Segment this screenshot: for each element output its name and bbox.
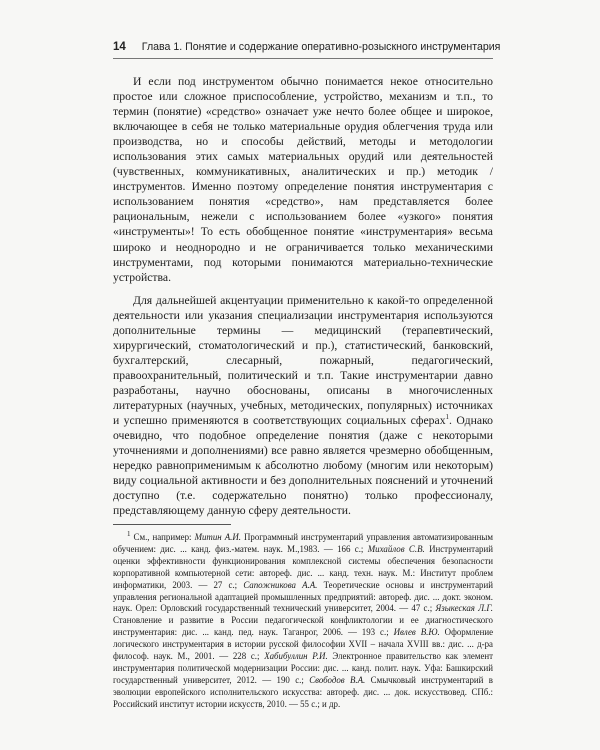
paragraph [113,293,493,519]
footnote-author: Языкеская Л.Г. [435,603,493,614]
footnote-text: Теоретические основы и инструментарий управления региональной адаптацией промышленных предприятий: автореф. дис. ... докт. эконом. наук. Орел: Орловский государственный технический университет, 2004. — 47 с.; [113,579,493,614]
footnote-author: Ивлев В.Ю. [393,627,440,638]
main-text [113,74,493,526]
footnote-text: Смычковый инструментарий в эволюции европейского исполнительского искусства: автореф. дис. ... док. искусствовед. СПб.: Российский институт истории искусств, 2010. — 55 с.; и др. [113,674,493,709]
paragraph-text: Для дальнейшей акцентуации применительно к какой-то определенной деятельности или указания специализации инструментария используются дополнительные термины — медицинский (терапевтический, хирургический, стоматологический и пр.), статистический, банковский, бухгалтерский, слесарный, пожарный, педагогический, правоохранительный, политический и т.п. Такие инструментарии давно разработаны, научно обоснованы, описаны в многочисленных литературных (научных, учебных, методических, популярных) источниках и успешно применяются в соответствующих социальных сферах [113,293,493,428]
footnote-author: Свободов В.А. [309,674,366,685]
footnote-author: Митин А.И. [194,532,241,542]
footnote-ref: 1 [445,413,450,422]
footnote-author: Хабибуллин Р.И. [264,651,328,662]
chapter-title: Глава 1. Понятие и содержание оперативно-розыскного инструментария [141,41,501,53]
footnote-text: См., например: [133,532,195,542]
paragraph-text: . Однако очевидно, что подобное определение понятия (даже с некоторыми уточнениями и дополнениями) все равно является чрезмерно обобщенным, нередко равноприменимым к абсолютно любому (многим или некоторым) виду социальной активности и без дополнительных пояснений и уточнений доступно (т.е. содержательно понятно) только профессионалу, представляющему данную сферу деятельности. [113,414,493,518]
header-rule [113,58,493,59]
footnote-text: Электронное правительство как элемент инструментария политической модернизации России: дис. ... канд. полит. наук. Уфа: Башкирский государственный университет, 2012. — 190 с.; [113,651,494,685]
footnote [113,532,493,711]
footnote-text: Программный инструментарий управления автоматизированным обучением: дис. ... канд. физ.-матем. наук. М.,1983. — 166 с.; [113,532,493,554]
page-number: 14 [113,41,126,53]
paragraph: И если под инструментом обычно понимается некое относительно простое или сложное приспособление, устройство, механизм и т.п., то термин (понятие) «средство» означает уже нечто более общее и широкое, включающее в себя не только материальные орудия облегчения труда или производства, но и способы действий, методы и методологии использования этих самых материальных орудий или деятельностей (чувственных, коммуникативных, аналитических и пр.) методик / инструментов. Именно поэтому определение понятия инструментария с использованием понятия «средство», нам представляется более рациональным, нежели с использованием более «узкого» понятия «инструменты»! То есть обобщенное понятие «инструментария» весьма широко и неоднородно и не ограничивается только механическими инструментами, под которыми понимаются материально-технические устройства. [113,75,493,284]
footnote-marker: 1 [127,530,131,539]
footnote-rule [113,524,231,525]
footnote-text: Становление и развитие в России педагогической конфликтологии и ее диагностического инструментария: дис. ... канд. пед. наук. Таганрог, 2006. — 193 с.; [113,615,493,638]
running-header [113,40,501,54]
footnote-author: Сапожникова А.А. [243,579,318,590]
footnote-text: Оформление логического инструментария в истории русской философии XVII – начала XVIII вв.: дис. ... д-ра философ. наук. М., 2001. — 228 с.; [113,627,494,662]
footnote-author: Михайлов С.В. [367,543,425,554]
footnote-text: Инструментарий оценки эффективности функционирования комплексной системы обеспечения безопасности корпоративной компьютерной сети: автореф. дис. ... канд. техн. наук. М.: Институт проблем информатики, 2003. — 27 с.; [113,543,493,590]
